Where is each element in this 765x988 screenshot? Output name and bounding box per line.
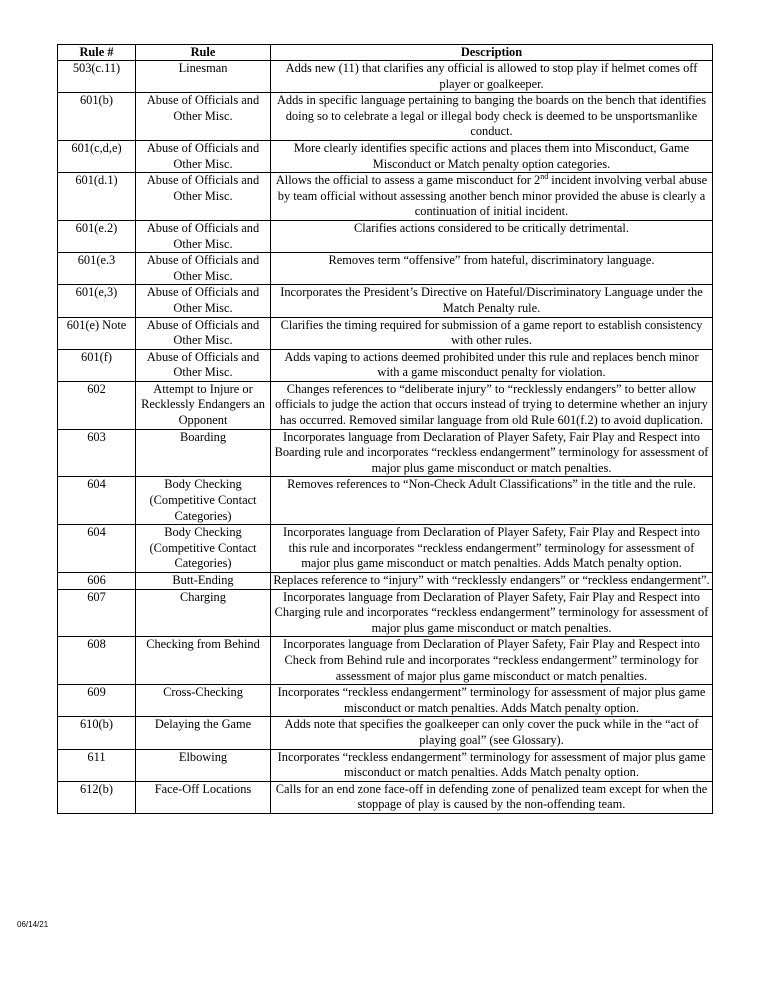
description-cell: Adds vaping to actions deemed prohibited under this rule and replaces bench minor with a game misconduct penalty for violation.: [271, 349, 713, 381]
table-row: [58, 429, 713, 477]
description-cell: Incorporates the President’s Directive on Hateful/Discriminatory Language under the Match Penalty rule.: [271, 285, 713, 317]
rule-number-cell: 601(c,d,e): [58, 140, 136, 172]
description-text-end: incident involving verbal abuse by team official without assessing another bench minor provided the abuse is clearly a continuation of initial incident.: [277, 173, 708, 219]
rule-number-cell: 601(e.2): [58, 220, 136, 252]
rule-name-cell: Abuse of Officials and Other Misc.: [136, 140, 271, 172]
description-cell: Incorporates language from Declaration of Player Safety, Fair Play and Respect into Boarding rule and incorporates “reckless endangerment” terminology for assessment of major plus game misconduct or match penalties.: [271, 429, 713, 477]
rule-name-cell: Abuse of Officials and Other Misc.: [136, 93, 271, 141]
header-description: Description: [271, 45, 713, 61]
rule-number-cell: 503(c.11): [58, 61, 136, 93]
description-cell: Replaces reference to “injury” with “recklessly endangers” or “reckless endangerment”.: [271, 573, 713, 590]
rule-number-cell: 610(b): [58, 717, 136, 749]
rule-number-cell: 601(b): [58, 93, 136, 141]
description-cell: Adds note that specifies the goalkeeper can only cover the puck while in the “act of playing goal” (see Glossary).: [271, 717, 713, 749]
rule-name-cell: Body Checking (Competitive Contact Categories): [136, 477, 271, 525]
rule-number-cell: 607: [58, 589, 136, 637]
table-row: [58, 349, 713, 381]
description-cell: Calls for an end zone face-off in defending zone of penalized team except for when the stoppage of play is caused by the non-offending team.: [271, 781, 713, 813]
header-rule-number: Rule #: [58, 45, 136, 61]
rule-name-cell: Boarding: [136, 429, 271, 477]
rule-number-cell: 604: [58, 477, 136, 525]
table-row: [58, 381, 713, 429]
description-cell: Adds in specific language pertaining to banging the boards on the bench that identifies doing so to celebrate a legal or illegal body check is deemed to be unsportsmanlike conduct.: [271, 93, 713, 141]
rule-name-cell: Charging: [136, 589, 271, 637]
table-row: [58, 637, 713, 685]
description-cell: Incorporates language from Declaration of Player Safety, Fair Play and Respect into Charging rule and incorporates “reckless endangerment” terminology for assessment of major plus game misconduct or match penalties.: [271, 589, 713, 637]
description-text-start: Allows the official to assess a game misconduct for 2: [275, 173, 541, 188]
table-header-row: [58, 45, 713, 61]
description-cell: Incorporates “reckless endangerment” terminology for assessment of major plus game misconduct or match penalties. Adds Match penalty option.: [271, 685, 713, 717]
rule-name-cell: Elbowing: [136, 749, 271, 781]
rule-number-cell: 608: [58, 637, 136, 685]
table-row: [58, 93, 713, 141]
rule-name-cell: Cross-Checking: [136, 685, 271, 717]
description-cell: [271, 173, 713, 221]
table-row: [58, 253, 713, 285]
rule-name-cell: Butt-Ending: [136, 573, 271, 590]
rule-number-cell: 603: [58, 429, 136, 477]
rule-number-cell: 601(e.3: [58, 253, 136, 285]
rule-number-cell: 602: [58, 381, 136, 429]
description-cell: Removes term “offensive” from hateful, discriminatory language.: [271, 253, 713, 285]
rule-name-cell: Body Checking (Competitive Contact Categories): [136, 525, 271, 573]
header-rule: Rule: [136, 45, 271, 61]
rule-name-cell: Abuse of Officials and Other Misc.: [136, 349, 271, 381]
description-cell: Incorporates “reckless endangerment” terminology for assessment of major plus game misconduct or match penalties. Adds Match penalty option.: [271, 749, 713, 781]
table-row: [58, 685, 713, 717]
description-cell: Changes references to “deliberate injury” to “recklessly endangers” to better allow officials to judge the action that occurs instead of trying to determine whether an injury has occurred. Removed similar language from old Rule 601(f.2) to avoid duplication.: [271, 381, 713, 429]
rule-number-cell: 606: [58, 573, 136, 590]
ordinal-superscript: nd: [540, 172, 549, 182]
rule-name-cell: Abuse of Officials and Other Misc.: [136, 253, 271, 285]
rule-name-cell: Abuse of Officials and Other Misc.: [136, 285, 271, 317]
rule-name-cell: Attempt to Injure or Recklessly Endangers an Opponent: [136, 381, 271, 429]
rule-changes-table: [57, 44, 713, 814]
rule-number-cell: 601(e) Note: [58, 317, 136, 349]
rule-name-cell: Checking from Behind: [136, 637, 271, 685]
table-row: [58, 220, 713, 252]
description-cell: Clarifies the timing required for submission of a game report to establish consistency with other rules.: [271, 317, 713, 349]
table-row: [58, 477, 713, 525]
footer-date: 06/14/21: [17, 920, 49, 929]
table-row: [58, 525, 713, 573]
rule-number-cell: 612(b): [58, 781, 136, 813]
description-cell: Incorporates language from Declaration of Player Safety, Fair Play and Respect into this rule and incorporates “reckless endangerment” terminology for assessment of major plus game misconduct or match penalties. Adds Match penalty option.: [271, 525, 713, 573]
table-row: [58, 749, 713, 781]
table-row: [58, 317, 713, 349]
rule-name-cell: Linesman: [136, 61, 271, 93]
description-cell: Removes references to “Non-Check Adult Classifications” in the title and the rule.: [271, 477, 713, 525]
rule-number-cell: 604: [58, 525, 136, 573]
rule-name-cell: Face-Off Locations: [136, 781, 271, 813]
table-row: [58, 285, 713, 317]
rule-number-cell: 601(e,3): [58, 285, 136, 317]
rule-name-cell: Abuse of Officials and Other Misc.: [136, 220, 271, 252]
rule-number-cell: 601(d.1): [58, 173, 136, 221]
table-row: [58, 173, 713, 221]
description-cell: Clarifies actions considered to be critically detrimental.: [271, 220, 713, 252]
table-row: [58, 573, 713, 590]
rule-number-cell: 611: [58, 749, 136, 781]
table-row: [58, 717, 713, 749]
table-row: [58, 61, 713, 93]
rule-number-cell: 609: [58, 685, 136, 717]
table-row: [58, 589, 713, 637]
rule-name-cell: Abuse of Officials and Other Misc.: [136, 317, 271, 349]
rule-number-cell: 601(f): [58, 349, 136, 381]
description-cell: More clearly identifies specific actions and places them into Misconduct, Game Misconduct or Match penalty option categories.: [271, 140, 713, 172]
table-row: [58, 781, 713, 813]
description-cell: Adds new (11) that clarifies any official is allowed to stop play if helmet comes off player or goalkeeper.: [271, 61, 713, 93]
description-cell: Incorporates language from Declaration of Player Safety, Fair Play and Respect into Check from Behind rule and incorporates “reckless endangerment” terminology for assessment of major plus game misconduct or match penalties.: [271, 637, 713, 685]
rule-name-cell: Abuse of Officials and Other Misc.: [136, 173, 271, 221]
rule-name-cell: Delaying the Game: [136, 717, 271, 749]
table-row: [58, 140, 713, 172]
